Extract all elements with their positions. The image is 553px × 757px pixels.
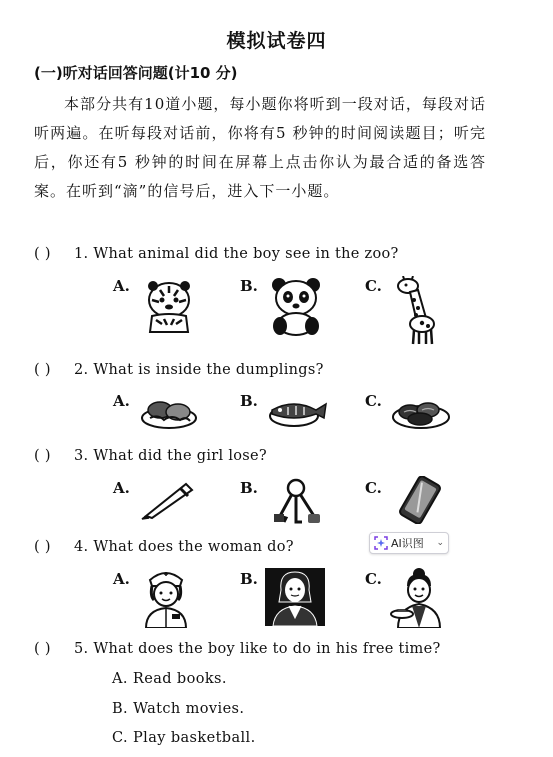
answer-blank[interactable]: ( )	[34, 641, 51, 657]
option-a-label: A.	[113, 277, 130, 295]
question-4	[34, 539, 294, 555]
pen-icon[interactable]	[140, 478, 196, 520]
option-c-label: C.	[365, 392, 382, 410]
ai-scan-icon	[374, 536, 388, 550]
option-b-text[interactable]: B. Watch movies.	[112, 701, 245, 717]
instructions: 本部分共有10道小题，每小题你将听到一段对话，每段对话听两遍。在听每段对话前，你将有5 秒钟的时间阅读题目；听完后，你还有5 秒钟的时间在屏幕上点击你认为最合适的备选答案。在听到“滴”的信号后，进入下一小题。	[34, 95, 486, 200]
question-1	[34, 246, 399, 262]
chicken-icon[interactable]	[138, 392, 200, 432]
question-text: 1. What animal did the boy see in the zoo?	[74, 246, 399, 262]
answer-blank[interactable]: ( )	[34, 362, 51, 378]
question-text: 4. What does the woman do?	[74, 539, 294, 555]
question-3	[34, 448, 267, 464]
office-worker-icon[interactable]	[265, 568, 325, 626]
answer-blank[interactable]: ( )	[34, 246, 51, 262]
tiger-icon[interactable]	[138, 276, 200, 334]
question-text: 3. What did the girl lose?	[74, 448, 267, 464]
fish-icon[interactable]	[264, 392, 328, 432]
option-a-label: A.	[113, 570, 130, 588]
chevron-down-icon: ⌄	[436, 538, 444, 548]
option-b-label: B.	[240, 479, 258, 497]
nurse-icon[interactable]	[138, 566, 194, 628]
question-text: 2. What is inside the dumplings?	[74, 362, 324, 378]
giraffe-icon[interactable]	[392, 276, 444, 346]
option-b-label: B.	[240, 570, 258, 588]
answer-blank[interactable]: ( )	[34, 539, 51, 555]
ai-recognize-button[interactable]	[369, 532, 449, 554]
option-b-label: B.	[240, 392, 258, 410]
phone-icon[interactable]	[396, 476, 444, 524]
option-c-text[interactable]: C. Play basketball.	[112, 730, 256, 746]
question-text: 5. What does the boy like to do in his free time?	[74, 641, 441, 657]
option-a-label: A.	[113, 479, 130, 497]
question-5	[34, 641, 441, 657]
option-c-label: C.	[365, 277, 382, 295]
option-a-label: A.	[113, 392, 130, 410]
option-c-label: C.	[365, 479, 382, 497]
ai-button-label: AI识图	[391, 537, 424, 550]
meat-icon[interactable]	[390, 392, 452, 432]
question-2	[34, 362, 324, 378]
option-a-text[interactable]: A. Read books.	[112, 671, 227, 687]
option-b-label: B.	[240, 277, 258, 295]
panda-icon[interactable]	[265, 276, 327, 336]
keys-icon[interactable]	[266, 476, 326, 526]
section-heading: (一)听对话回答问题(计10 分)	[34, 64, 238, 82]
page-title: 模拟试卷四	[226, 30, 327, 52]
waitress-icon[interactable]	[390, 566, 448, 628]
option-c-label: C.	[365, 570, 382, 588]
answer-blank[interactable]: ( )	[34, 448, 51, 464]
